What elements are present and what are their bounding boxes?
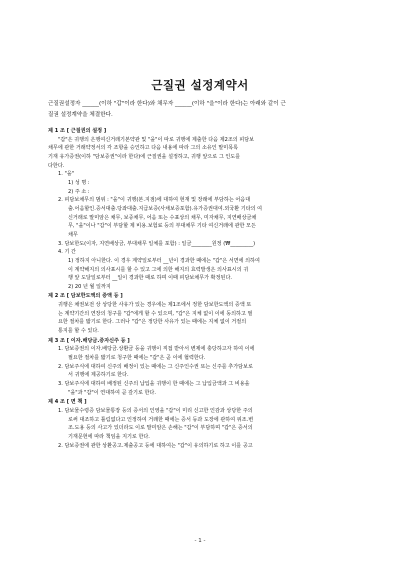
article-heading: 제 1 조 [ 근질권의 설정 ] xyxy=(48,128,107,134)
intro-paragraph xyxy=(48,99,360,120)
clause-line: 요한 절차를 밟기로 한다. 그러나 "갑"은 정당한 사유가 있는 때에는 지체 없이 거절의 xyxy=(58,319,247,326)
intro-line: 질권 설정계약을 체결한다. xyxy=(48,111,113,118)
clause-line: 1) 정하지 아니한다. 이 경우 계약일로부터 __년이 경과한 때에는 "갑"은 서면에 의하여 xyxy=(68,257,260,264)
clause-line: 채무 xyxy=(68,231,78,238)
clause-line: 1. 담보증권의 이자.배당금.상환금 등을 귀행이 직접 받아서 변제에 충당하고자 하여 이에 xyxy=(58,346,255,353)
clause-line: 무, "을"이나 "갑"이 부담할 제 비용.보험료 등의 부대채무 기타 여신거래에 관한 모든 xyxy=(68,223,256,230)
clause-line: 1. "을" xyxy=(58,171,75,178)
document-title: 근질권 설정계약서 xyxy=(151,78,249,92)
clause-line: 2. 담보주식에 대하여 신주의 배정이 있는 때에는 그 신주인수권 또는 신주를 추가담보로 xyxy=(58,363,253,370)
clause-line: 2. 담보증권에 관한 상환공고.제출공고 등에 대하여는 "갑"이 유의하기로 하고 이를 공고 xyxy=(58,442,253,449)
clause-line: 는 계약기간의 연장의 청구를 "갑"에게 할 수 있으며, "갑"은 지체 없이 이에 동의하고 필 xyxy=(58,310,253,317)
article-heading: 제 3 조 [ 이자.배당금.증자신주 등 ] xyxy=(48,337,130,344)
clause-line: 통지를 할 수 있다. xyxy=(58,328,99,335)
clause-line: 1. 담보물수령증 담보물통장 등의 증서의 인영을 "갑"이 미리 신고한 인감과 상당한 주의 xyxy=(58,408,253,414)
clause-line: 필요한 절차를 밟기로 청구한 때에는 "갑"은 곧 이에 협력한다. xyxy=(68,355,206,362)
clause-line: 출.어음할인.증서대출.당좌대출.지급보증(사채보증포함).유가증권대여.외국환 기타의 여 xyxy=(68,205,263,212)
page-number: - 1 - xyxy=(194,538,206,544)
clause-line: 2. 피담보채무의 범위 : "을"이 귀행(본.지점)에 대하여 현재 및 장래에 부담하는 어음대 xyxy=(58,197,251,204)
clause-line: 채무에 관한 거래약정서의 각 조항을 승인하고 다음 내용에 따라 그의 소유인 말미목록 xyxy=(48,145,239,152)
clause-line: 행 앞 도달일로부터 __일이 경과한 때로 하며 이때 피담보채무가 확정된다. xyxy=(68,275,232,282)
clause-line: "을"과 "갑"이 연대하여 곧 갚기로 한다. xyxy=(68,389,156,396)
article-heading: 제 2 조 [ 담보한도액의 증액 등 ] xyxy=(48,293,123,300)
clause-line: 로써 대조하고 틀림없다고 인정하여 거래한 때에는 증서 등과 도장에 관하여 위조.변 xyxy=(68,416,254,423)
clause-line: 3. 담보주식에 대하여 배정된 신주의 납입을 귀행이 한 때에는 그 납입금액과 그 비용을 xyxy=(58,381,250,388)
clause-line: 2) 20 년 월 일까지 xyxy=(68,283,111,290)
clause-line: 기재 유가증권(이하 "담보증권"이라 한다)에 근질권을 설정하고, 귀행 앞으로 그 인도를 xyxy=(48,153,241,160)
clause-line: 1) 성 명 : xyxy=(68,179,90,186)
clause-line: 4. 기 간 xyxy=(58,249,76,256)
clause-line: 귀행은 채권보전 상 상당한 사유가 있는 경우에는 제1조에서 정한 담보한도액의 증액 또 xyxy=(58,302,252,309)
clause-line: 조.도용 등의 사고가 있더라도 이로 말미암은 손해는 "갑"이 부담하며 "갑"은 증서의 xyxy=(68,425,253,432)
clause-line: 이 계약해지의 의사표시를 할 수 있고 그에 의한 해지의 효력발생은 의사표시의 귀 xyxy=(68,266,249,273)
clause-line: 다한다. xyxy=(48,162,65,169)
clause-line: 서 귀행에 제공하기로 한다. xyxy=(68,372,129,379)
clause-line: 3. 담보한도(이자, 지연배상금, 부대채무 일체를 포함) : 일금________원정 (₩_________) xyxy=(58,240,256,247)
article-heading: 제 4 조 [ 면 책 ] xyxy=(48,399,87,406)
clause-line: 2) 주 소 : xyxy=(68,188,90,195)
intro-line: 근질권설정자 ______(이하 "갑"이라 한다)와 채무자 ______(이하 "을"이라 한다)는 아래와 같이 근 xyxy=(48,101,286,107)
clause-line: 기재문헌에 따라 책임을 지기로 한다. xyxy=(68,433,150,440)
clause-line: "갑"은 귀행의 은행여신거래기본약관 및 "을"이 따로 귀행에 제출한 다음 제2조의 피담보 xyxy=(58,136,255,143)
clause-line: 신거래로 말미암은 채무, 보증채무, 어음 또는 수표상의 채무, 미자채무, 지연배상금채 xyxy=(68,214,257,221)
contract-body xyxy=(48,126,360,450)
